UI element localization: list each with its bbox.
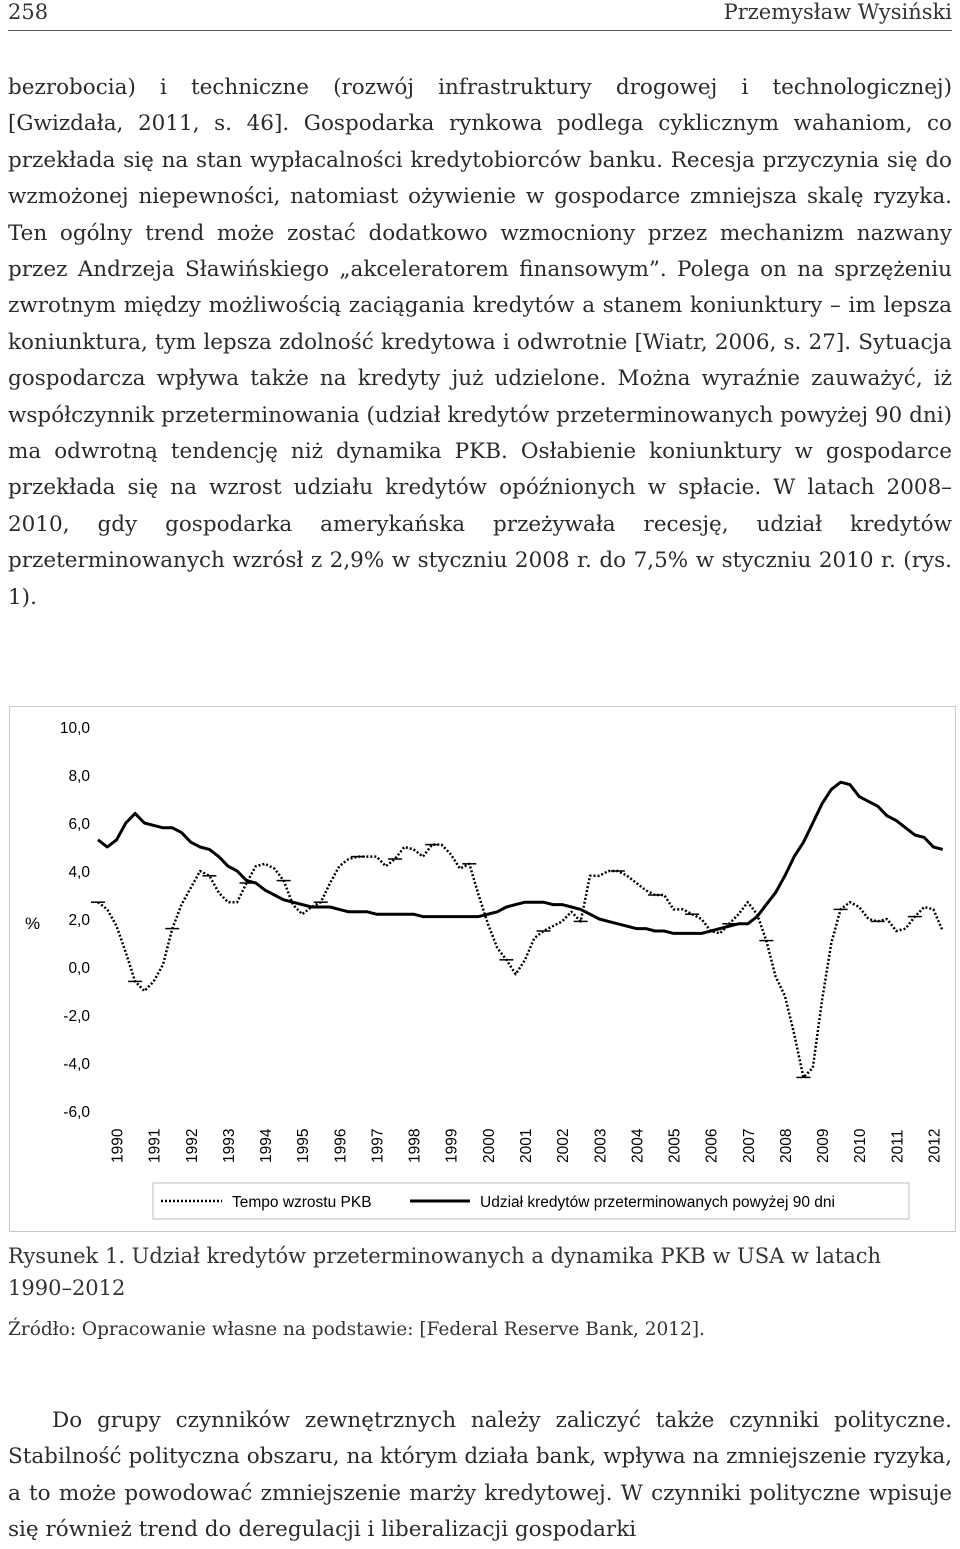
figure-chart — [9, 706, 956, 1232]
y-axis-label: % — [25, 914, 41, 933]
series-line-npl — [98, 782, 943, 933]
x-tick-label: 1992 — [183, 1128, 201, 1163]
x-tick-label: 2001 — [518, 1128, 535, 1163]
x-tick-label: 2010 — [852, 1128, 870, 1163]
x-tick-label: 2005 — [666, 1128, 684, 1163]
x-tick-label: 2007 — [740, 1128, 758, 1163]
y-tick-label: 0,0 — [68, 960, 90, 977]
figure-source: Źródło: Opracowanie własne na podstawie: [Federal Reserve Bank, 2012]. — [8, 1319, 705, 1340]
x-tick-label: 1996 — [332, 1128, 350, 1163]
x-tick-label: 2004 — [629, 1128, 647, 1163]
x-tick-label: 2006 — [703, 1128, 721, 1163]
y-tick-label: 2,0 — [68, 912, 90, 929]
x-tick-label: 1994 — [258, 1128, 276, 1163]
x-tick-label: 2003 — [592, 1128, 610, 1163]
figure-caption: Rysunek 1. Udział kredytów przeterminowanych a dynamika PKB w USA w latach 1990–2012 — [8, 1244, 882, 1300]
x-tick-label: 2002 — [555, 1128, 573, 1163]
y-tick-label: 4,0 — [68, 864, 90, 881]
x-tick-label: 1991 — [146, 1128, 164, 1163]
legend-label-pkb: Tempo wzrostu PKB — [232, 1194, 372, 1211]
chart-legend — [153, 1183, 909, 1219]
x-tick-label: 2000 — [480, 1128, 498, 1163]
series-line-pkb — [98, 845, 943, 1078]
line-chart — [10, 707, 955, 1231]
x-tick-label: 2011 — [889, 1129, 907, 1163]
body-paragraph-2: Do grupy czynników zewnętrznych należy zaliczyć także czynniki polityczne. Stabilność polityczna obszaru, na którym działa bank, wpływa na zmniejszenie ryzyka, a to może powodować zmniejszenie marży kredytowej. W czynniki polityczne wpisuje się również trend do deregulacji i liberalizacji gospodarki — [8, 1408, 952, 1543]
x-tick-label: 1993 — [220, 1128, 238, 1163]
x-tick-label: 1990 — [109, 1128, 127, 1163]
x-tick-label: 2009 — [815, 1128, 833, 1163]
y-tick-label: -6,0 — [63, 1104, 90, 1121]
y-tick-label: 10,0 — [59, 720, 90, 737]
x-tick-label: 1999 — [443, 1128, 461, 1163]
y-tick-label: -4,0 — [63, 1056, 90, 1073]
x-tick-label: 1995 — [295, 1128, 313, 1163]
y-tick-label: 6,0 — [68, 816, 90, 833]
x-tick-label: 2012 — [926, 1128, 944, 1163]
running-head-author: Przemysław Wysiński — [723, 0, 952, 24]
page-header — [8, 0, 952, 31]
x-tick-label: 1997 — [369, 1128, 387, 1163]
y-tick-label: -2,0 — [63, 1008, 90, 1025]
x-tick-label: 2008 — [777, 1128, 795, 1163]
body-paragraph: bezrobocia) i techniczne (rozwój infrastruktury drogowej i technologicznej) [Gwizdała, 2011, s. 46]. Gospodarka rynkowa podlega cyklicznym wahaniom, co przekłada się na stan wypłacalności kredytobiorców banku. Recesja przyczynia się do wzmożonej niepewności, natomiast ożywienie w gospodarce zmniejsza skalę ryzyka. Ten ogólny trend może zostać dodatkowo wzmocniony przez mechanizm nazwany przez Andrzeja Sławińskiego „akceleratorem finansowym”. Polega on na sprzężeniu zwrotnym między możliwością zaciągania kredytów a stanem koniunktury – im lepsza koniunktura, tym lepsza zdolność kredytowa i odwrotnie [Wiatr, 2006, s. 27]. Sytuacja gospodarcza wpływa także na kredyty już udzielone. Można wyraźnie zauważyć, iż współczynnik przeterminowania (udział kredytów przeterminowanych powyżej 90 dni) ma odwrotną tendencję niż dynamika PKB. Osłabienie koniunktury w gospodarce przekłada się na wzrost udziału kredytów opóźnionych w spłacie. W latach 2008–2010, gdy gospodarka amerykańska przeżywała recesję, udział kredytów przeterminowanych wzrósł z 2,9% w styczniu 2008 r. do 7,5% w styczniu 2010 r. (rys. 1). — [8, 75, 952, 610]
legend-label-npl: Udział kredytów przeterminowanych powyżej 90 dni — [480, 1194, 835, 1211]
page-number: 258 — [8, 0, 49, 24]
y-tick-label: 8,0 — [68, 768, 90, 785]
x-tick-label: 1998 — [406, 1128, 424, 1163]
